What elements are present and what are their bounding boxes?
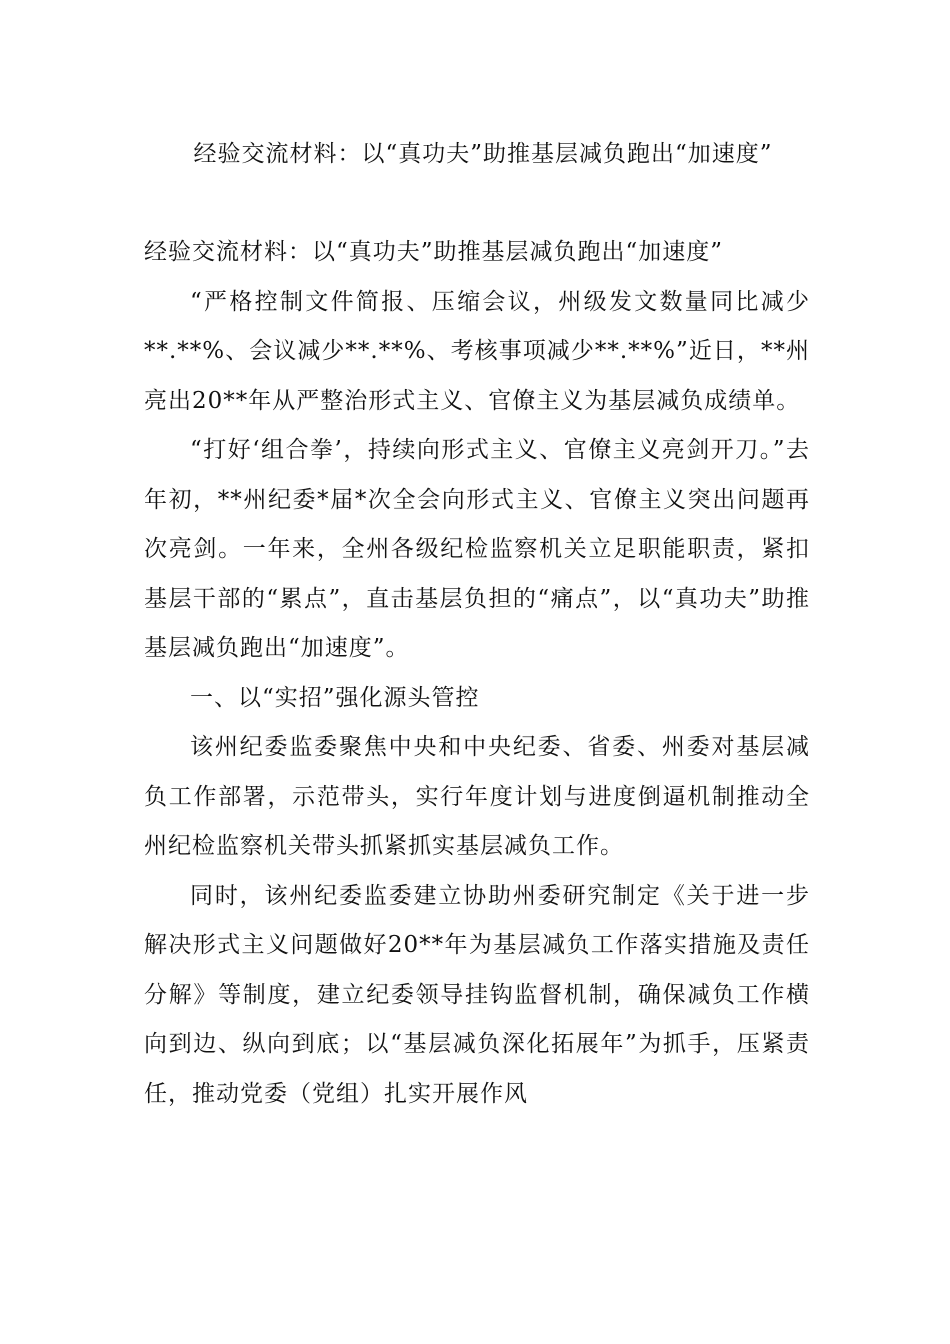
paragraph-intro: “严格控制文件简报、压缩会议，州级发文数量同比减少**.**%、会议减少**.**%、考核事项减少**.**%”近日，**州亮出20**年从严整治形式主义、官僚主义为基层减负成绩单。 (144, 288, 810, 414)
paragraph-section-1-b: 同时，该州纪委监委建立协助州委研究制定《关于进一步解决形式主义问题做好20**年为基层减负工作落实措施及责任分解》等制度，建立纪委领导挂钩监督机制，确保减负工作横向到边、纵向到底；以“基层减负深化拓展年”为抓手，压紧责任，推动党委（党组）扎实开展作风 (144, 882, 810, 1107)
document-title: 经验交流材料：以“真功夫”助推基层减负跑出“加速度” (193, 141, 773, 167)
paragraph-section-1-a: 该州纪委监委聚焦中央和中央纪委、省委、州委对基层减负工作部署，示范带头，实行年度计划与进度倒逼机制推动全州纪检监察机关带头抓紧抓实基层减负工作。 (144, 734, 810, 859)
paragraph-background: “打好‘组合拳’，持续向形式主义、官僚主义亮剑开刀。”去年初，**州纪委*届*次全会向形式主义、官僚主义突出问题再次亮剑。一年来，全州各级纪检监察机关立足职能职责，紧扣基层干部的“累点”，直击基层负担的“痛点”，以“真功夫”助推基层减负跑出“加速度”。 (144, 437, 810, 661)
document-body (144, 228, 810, 1119)
body-heading-paragraph: 经验交流材料：以“真功夫”助推基层减负跑出“加速度” (144, 239, 724, 265)
section-heading-1: 一、以“实招”强化源头管控 (190, 684, 480, 711)
